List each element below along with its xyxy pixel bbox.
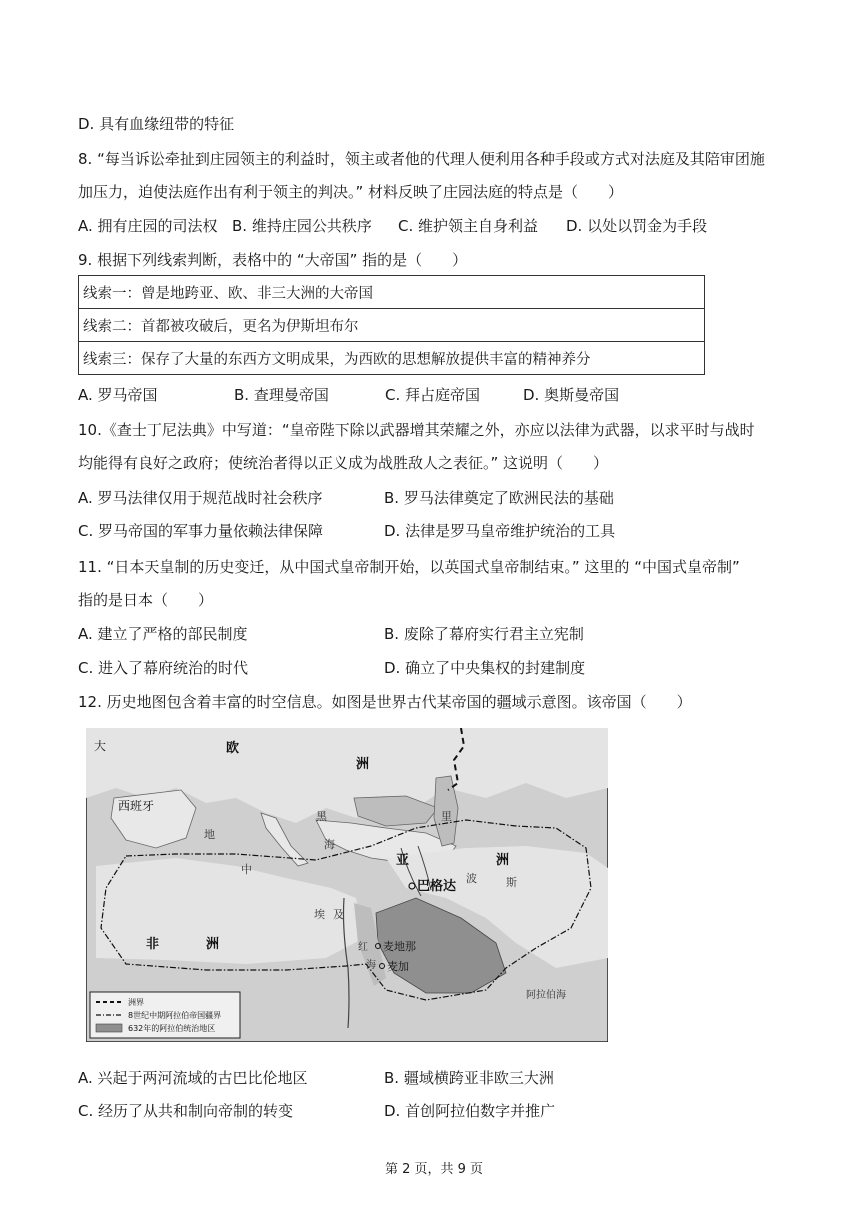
map-label-fei: 非 [146,937,160,952]
q10-stem-line2: 均能得有良好之政府；使统治者得以正义成为战胜敌人之表征。” 这说明（ ） [78,454,609,472]
q10-option-a: A. 罗马法律仅用于规范战时社会秩序 [78,489,323,507]
q11-option-a: A. 建立了严格的部民制度 [78,625,248,643]
q9-option-d: D. 奥斯曼帝国 [523,386,620,404]
q9-option-c: C. 拜占庭帝国 [385,386,481,404]
map-label-baghdad: 巴格达 [417,879,457,894]
map-label-hong: 红 [358,942,368,953]
map-label-medina: 麦地那 [383,940,416,953]
q9-stem: 9. 根据下列线索判断，表格中的 “大帝国” 指的是（ ） [78,251,468,269]
q11-stem-line2: 指的是日本（ ） [78,591,214,609]
q9-clue-1: 线索一：曾是地跨亚、欧、非三大洲的大帝国 [79,276,705,309]
map-label-zhong: 中 [241,863,252,876]
q8-option-d: D. 以处以罚金为手段 [566,217,708,235]
q8-option-b: B. 维持庄园公共秩序 [232,217,372,235]
map-label-spain: 西班牙 [118,799,155,813]
map-label-ai: 埃 [314,908,325,921]
map-label-ji: 及 [333,908,344,921]
q10-option-c: C. 罗马帝国的军事力量依赖法律保障 [78,522,324,540]
map-label-bo: 波 [466,872,477,885]
legend-632: 632年的阿拉伯统治地区 [128,1024,216,1033]
q10-option-d: D. 法律是罗马皇帝维护统治的工具 [384,522,616,540]
q9-option-a: A. 罗马帝国 [78,386,158,404]
legend-empire-border: 8世纪中期阿拉伯帝国疆界 [128,1011,222,1020]
q12-stem: 12. 历史地图包含着丰富的时空信息。如图是世界古代某帝国的疆域示意图。该帝国（ ） [78,693,692,711]
q11-option-b: B. 废除了幕府实行君主立宪制 [384,625,584,643]
q12-option-b: B. 疆域横跨亚非欧三大洲 [384,1069,554,1087]
map-label-ou: 欧 [226,741,240,756]
map-label-si: 斯 [506,876,517,889]
q8-option-a: A. 拥有庄园的司法权 [78,217,218,235]
page-footer: 第 2 页，共 9 页 [384,1162,484,1177]
q10-option-b: B. 罗马法律奠定了欧洲民法的基础 [384,489,614,507]
q9-clue-table [78,275,705,375]
map-label-da: 大 [94,739,107,753]
map-label-mecca: 麦加 [387,960,409,973]
q11-option-c: C. 进入了幕府统治的时代 [78,659,249,677]
q7-option-d: D. 具有血缘纽带的特征 [78,115,235,133]
q8-stem-line1: 8. “每当诉讼牵扯到庄园领主的利益时，领主或者他的代理人便利用各种手段或方式对法庭及其陪审团施 [78,150,765,168]
q11-option-d: D. 确立了中央集权的封建制度 [384,659,586,677]
map-label-zhou-eu: 洲 [356,757,370,772]
arab-empire-map [86,728,608,1042]
map-label-zhou-as: 洲 [496,853,510,868]
q11-stem-line1: 11. “日本天皇制的历史变迁，从中国式皇帝制开始，以英国式皇帝制结束。” 这里的 “中国式皇帝制” [78,558,740,576]
q12-option-a: A. 兴起于两河流域的古巴比伦地区 [78,1069,308,1087]
map-label-zhou-af: 洲 [206,937,220,952]
map-label-di: 地 [204,828,215,841]
map-label-arabian-sea: 阿拉伯海 [526,990,566,1001]
q10-stem-line1: 10.《查士丁尼法典》中写道：“皇帝陛下除以武器增其荣耀之外，亦应以法律为武器，以求平时与战时 [78,421,755,439]
legend-continent: 洲界 [128,998,144,1007]
q12-option-c: C. 经历了从共和制向帝制的转变 [78,1102,294,1120]
q8-option-c: C. 维护领主自身利益 [398,217,539,235]
map-label-hai: 海 [324,838,335,851]
map-label-hai-red: 海 [366,960,376,971]
q12-option-d: D. 首创阿拉伯数字并推广 [384,1102,556,1120]
q8-stem-line2: 加压力，迫使法庭作出有利于领主的判决。” 材料反映了庄园法庭的特点是（ ） [78,183,624,201]
map-label-li: 里 [441,810,452,823]
q9-option-b: B. 查理曼帝国 [234,386,329,404]
map-label-ya: 亚 [396,853,410,868]
map-label-hei: 黑 [316,810,327,823]
q9-clue-2: 线索二：首都被攻破后，更名为伊斯坦布尔 [79,309,705,342]
q9-clue-3: 线索三：保存了大量的东西方文明成果，为西欧的思想解放提供丰富的精神养分 [79,342,705,375]
